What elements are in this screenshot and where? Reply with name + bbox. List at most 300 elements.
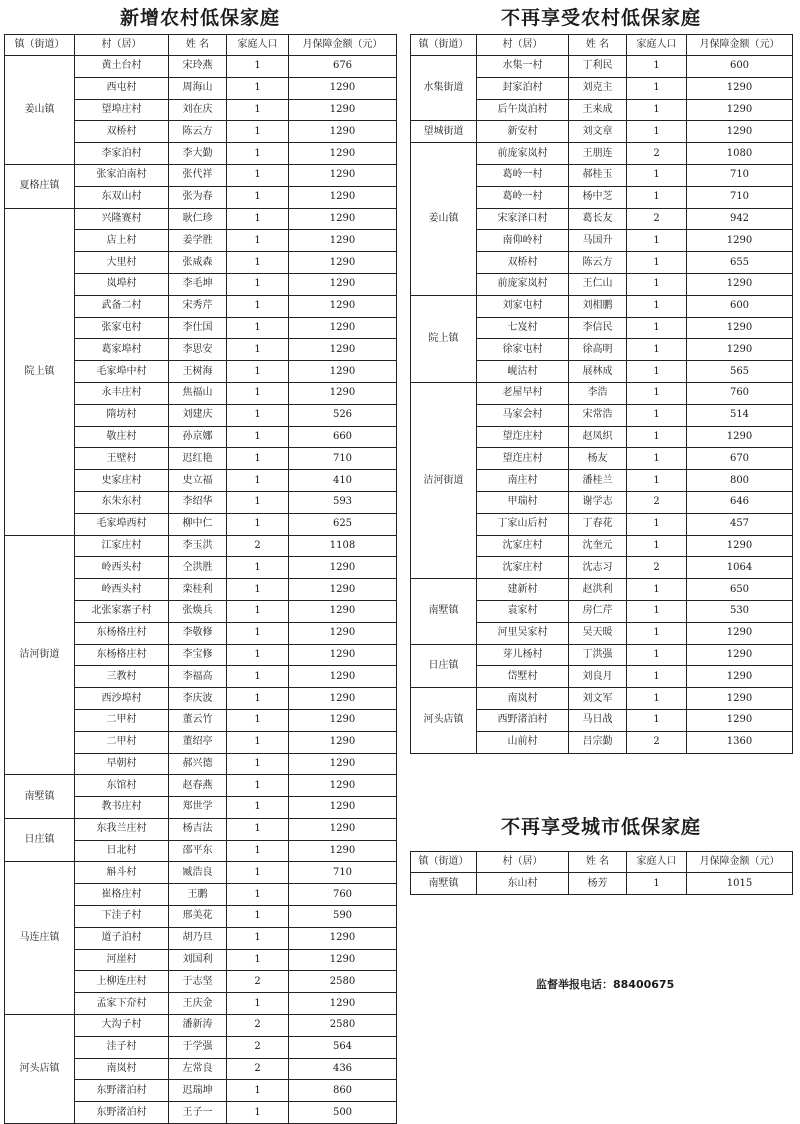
header-row <box>411 852 793 873</box>
name-cell: 刘相鹏 <box>569 295 627 317</box>
header-row <box>5 35 397 56</box>
household-cell: 2 <box>627 557 687 579</box>
amount-cell: 526 <box>289 404 397 426</box>
household-cell: 1 <box>627 230 687 252</box>
village-cell: 大沟子村 <box>75 1015 169 1037</box>
household-cell: 1 <box>227 230 289 252</box>
table-row <box>5 208 397 230</box>
name-cell: 刘克主 <box>569 77 627 99</box>
name-cell: 孙京娜 <box>169 426 227 448</box>
amount-cell: 1290 <box>289 273 397 295</box>
village-cell: 岱墅村 <box>477 666 569 688</box>
village-cell: 早朝村 <box>75 753 169 775</box>
village-cell: 敬庄村 <box>75 426 169 448</box>
household-cell: 1 <box>227 317 289 339</box>
household-cell: 1 <box>627 252 687 274</box>
amount-cell: 590 <box>289 906 397 928</box>
header-town: 镇（街道） <box>411 852 477 873</box>
household-cell: 1 <box>227 164 289 186</box>
village-cell: 岚埠村 <box>75 273 169 295</box>
village-cell: 芽儿杨村 <box>477 644 569 666</box>
town-cell: 洁河街道 <box>411 382 477 578</box>
header-town: 镇（街道） <box>411 35 477 56</box>
name-cell: 李玉洪 <box>169 535 227 557</box>
stop-rural-table <box>410 34 793 754</box>
name-cell: 杨友 <box>569 448 627 470</box>
name-cell: 陈云方 <box>569 252 627 274</box>
name-cell: 李庆波 <box>169 688 227 710</box>
name-cell: 刘良月 <box>569 666 627 688</box>
amount-cell: 1290 <box>687 622 793 644</box>
village-cell: 东野渚泊村 <box>75 1080 169 1102</box>
town-cell: 望城街道 <box>411 121 477 143</box>
amount-cell: 1290 <box>289 143 397 165</box>
amount-cell: 710 <box>687 164 793 186</box>
village-cell: 望迮庄村 <box>477 426 569 448</box>
town-cell: 马连庄镇 <box>5 862 75 1015</box>
name-cell: 董云竹 <box>169 709 227 731</box>
village-cell: 李家泊村 <box>75 143 169 165</box>
amount-cell: 600 <box>687 56 793 78</box>
household-cell: 1 <box>627 404 687 426</box>
village-cell: 岘沽村 <box>477 361 569 383</box>
household-cell: 1 <box>627 121 687 143</box>
amount-cell: 1290 <box>289 164 397 186</box>
name-cell: 左常良 <box>169 1058 227 1080</box>
village-cell: 东我兰庄村 <box>75 818 169 840</box>
table-row <box>5 1015 397 1037</box>
header-village: 村（居） <box>477 35 569 56</box>
household-cell: 1 <box>627 470 687 492</box>
household-cell: 1 <box>227 382 289 404</box>
name-cell: 郝兴德 <box>169 753 227 775</box>
village-cell: 西屯村 <box>75 77 169 99</box>
table-row <box>411 688 793 710</box>
name-cell: 丁洪强 <box>569 644 627 666</box>
name-cell: 杨吉法 <box>169 818 227 840</box>
amount-cell: 1290 <box>289 622 397 644</box>
household-cell: 1 <box>627 273 687 295</box>
village-cell: 葛家埠村 <box>75 339 169 361</box>
village-cell: 宋家泽口村 <box>477 208 569 230</box>
name-cell: 谢学志 <box>569 491 627 513</box>
household-cell: 1 <box>227 121 289 143</box>
amount-cell: 1290 <box>289 557 397 579</box>
table-row <box>411 295 793 317</box>
amount-cell: 1290 <box>289 382 397 404</box>
amount-cell: 1290 <box>289 208 397 230</box>
village-cell: 崔格庄村 <box>75 884 169 906</box>
name-cell: 杨芳 <box>569 873 627 895</box>
name-cell: 宋秀芹 <box>169 295 227 317</box>
village-cell: 大里村 <box>75 252 169 274</box>
village-cell: 南岚村 <box>75 1058 169 1080</box>
header-village: 村（居） <box>75 35 169 56</box>
household-cell: 1 <box>627 382 687 404</box>
household-cell: 1 <box>227 688 289 710</box>
name-cell: 于学强 <box>169 1036 227 1058</box>
household-cell: 1 <box>227 775 289 797</box>
amount-cell: 565 <box>687 361 793 383</box>
household-cell: 1 <box>627 56 687 78</box>
household-cell: 1 <box>627 339 687 361</box>
name-cell: 王来成 <box>569 99 627 121</box>
name-cell: 吴天暖 <box>569 622 627 644</box>
household-cell: 1 <box>627 295 687 317</box>
village-cell: 岭西头村 <box>75 579 169 601</box>
household-cell: 1 <box>627 448 687 470</box>
village-cell: 王壁村 <box>75 448 169 470</box>
village-cell: 双桥村 <box>477 252 569 274</box>
village-cell: 三教村 <box>75 666 169 688</box>
amount-cell: 1290 <box>687 688 793 710</box>
village-cell: 西沙埠村 <box>75 688 169 710</box>
town-cell: 姜山镇 <box>411 143 477 296</box>
amount-cell: 1290 <box>687 121 793 143</box>
village-cell: 兴隆赛村 <box>75 208 169 230</box>
household-cell: 1 <box>627 186 687 208</box>
village-cell: 黄土台村 <box>75 56 169 78</box>
household-cell: 2 <box>627 491 687 513</box>
name-cell: 赵春燕 <box>169 775 227 797</box>
amount-cell: 1290 <box>289 688 397 710</box>
household-cell: 1 <box>227 731 289 753</box>
village-cell: 马家会村 <box>477 404 569 426</box>
household-cell: 2 <box>627 208 687 230</box>
header-name: 姓 名 <box>569 35 627 56</box>
name-cell: 李宝修 <box>169 644 227 666</box>
amount-cell: 1290 <box>289 579 397 601</box>
name-cell: 栾桂利 <box>169 579 227 601</box>
name-cell: 仝洪胜 <box>169 557 227 579</box>
household-cell: 1 <box>627 873 687 895</box>
household-cell: 1 <box>227 448 289 470</box>
name-cell: 李信民 <box>569 317 627 339</box>
header-household: 家庭人口 <box>627 852 687 873</box>
village-cell: 东馆村 <box>75 775 169 797</box>
household-cell: 1 <box>227 818 289 840</box>
household-cell: 1 <box>627 99 687 121</box>
amount-cell: 800 <box>687 470 793 492</box>
amount-cell: 1290 <box>289 600 397 622</box>
village-cell: 隋坊村 <box>75 404 169 426</box>
name-cell: 李浩 <box>569 382 627 404</box>
village-cell: 东杨格庄村 <box>75 622 169 644</box>
name-cell: 展林成 <box>569 361 627 383</box>
amount-cell: 1290 <box>687 77 793 99</box>
amount-cell: 1290 <box>289 77 397 99</box>
village-cell: 武备二村 <box>75 295 169 317</box>
household-cell: 1 <box>627 666 687 688</box>
header-amount: 月保障金额（元） <box>289 35 397 56</box>
name-cell: 王鹏 <box>169 884 227 906</box>
amount-cell: 1290 <box>687 426 793 448</box>
amount-cell: 457 <box>687 513 793 535</box>
village-cell: 道子泊村 <box>75 927 169 949</box>
name-cell: 宋玲燕 <box>169 56 227 78</box>
amount-cell: 1290 <box>289 252 397 274</box>
village-cell: 西野渚泊村 <box>477 709 569 731</box>
amount-cell: 1290 <box>289 230 397 252</box>
village-cell: 下洼子村 <box>75 906 169 928</box>
village-cell: 东野渚泊村 <box>75 1102 169 1124</box>
village-cell: 老屋早村 <box>477 382 569 404</box>
name-cell: 刘文章 <box>569 121 627 143</box>
household-cell: 1 <box>227 208 289 230</box>
name-cell: 丁春花 <box>569 513 627 535</box>
amount-cell: 410 <box>289 470 397 492</box>
amount-cell: 1290 <box>687 317 793 339</box>
village-cell: 丁家山后村 <box>477 513 569 535</box>
name-cell: 王树海 <box>169 361 227 383</box>
name-cell: 郝桂玉 <box>569 164 627 186</box>
table-row <box>5 164 397 186</box>
name-cell: 刘在庆 <box>169 99 227 121</box>
table-row <box>5 862 397 884</box>
amount-cell: 942 <box>687 208 793 230</box>
amount-cell: 1290 <box>687 339 793 361</box>
amount-cell: 710 <box>289 448 397 470</box>
village-cell: 张家泊南村 <box>75 164 169 186</box>
name-cell: 沈志习 <box>569 557 627 579</box>
household-cell: 1 <box>227 906 289 928</box>
town-cell: 南墅镇 <box>411 873 477 895</box>
amount-cell: 514 <box>687 404 793 426</box>
household-cell: 2 <box>227 1058 289 1080</box>
amount-cell: 860 <box>289 1080 397 1102</box>
household-cell: 1 <box>227 797 289 819</box>
village-cell: 永丰庄村 <box>75 382 169 404</box>
amount-cell: 1290 <box>687 644 793 666</box>
village-cell: 斛斗村 <box>75 862 169 884</box>
household-cell: 1 <box>227 143 289 165</box>
village-cell: 东双山村 <box>75 186 169 208</box>
amount-cell: 1290 <box>289 121 397 143</box>
amount-cell: 646 <box>687 491 793 513</box>
name-cell: 赵凤织 <box>569 426 627 448</box>
name-cell: 张焕兵 <box>169 600 227 622</box>
amount-cell: 710 <box>289 862 397 884</box>
name-cell: 刘文军 <box>569 688 627 710</box>
town-cell: 院上镇 <box>5 208 75 535</box>
village-cell: 南岚村 <box>477 688 569 710</box>
name-cell: 刘建庆 <box>169 404 227 426</box>
name-cell: 李大勤 <box>169 143 227 165</box>
name-cell: 胡乃旦 <box>169 927 227 949</box>
amount-cell: 593 <box>289 491 397 513</box>
household-cell: 1 <box>227 404 289 426</box>
household-cell: 1 <box>627 317 687 339</box>
household-cell: 1 <box>227 252 289 274</box>
household-cell: 1 <box>627 513 687 535</box>
village-cell: 刘家屯村 <box>477 295 569 317</box>
amount-cell: 1290 <box>687 535 793 557</box>
amount-cell: 760 <box>687 382 793 404</box>
header-village: 村（居） <box>477 852 569 873</box>
household-cell: 1 <box>227 339 289 361</box>
name-cell: 潘桂兰 <box>569 470 627 492</box>
name-cell: 焦福山 <box>169 382 227 404</box>
household-cell: 1 <box>227 491 289 513</box>
household-cell: 2 <box>627 143 687 165</box>
household-cell: 1 <box>627 164 687 186</box>
name-cell: 李敬修 <box>169 622 227 644</box>
table-row <box>411 873 793 895</box>
amount-cell: 1108 <box>289 535 397 557</box>
household-cell: 1 <box>627 600 687 622</box>
amount-cell: 1290 <box>289 993 397 1015</box>
new-rural-title: 新增农村低保家庭 <box>119 7 280 29</box>
household-cell: 1 <box>627 535 687 557</box>
table-row <box>5 535 397 557</box>
amount-cell: 670 <box>687 448 793 470</box>
household-cell: 1 <box>227 470 289 492</box>
village-cell: 东山村 <box>477 873 569 895</box>
village-cell: 沈家庄村 <box>477 535 569 557</box>
amount-cell: 1290 <box>289 840 397 862</box>
name-cell: 于志坚 <box>169 971 227 993</box>
header-amount: 月保障金额（元） <box>687 35 793 56</box>
household-cell: 1 <box>227 426 289 448</box>
household-cell: 1 <box>227 513 289 535</box>
household-cell: 1 <box>227 949 289 971</box>
name-cell: 王朋连 <box>569 143 627 165</box>
village-cell: 沈家庄村 <box>477 557 569 579</box>
household-cell: 1 <box>227 1080 289 1102</box>
amount-cell: 2580 <box>289 1015 397 1037</box>
town-cell: 水集街道 <box>411 56 477 121</box>
name-cell: 李绍华 <box>169 491 227 513</box>
village-cell: 日北村 <box>75 840 169 862</box>
name-cell: 丁利民 <box>569 56 627 78</box>
amount-cell: 564 <box>289 1036 397 1058</box>
village-cell: 河里吴家村 <box>477 622 569 644</box>
amount-cell: 1290 <box>289 818 397 840</box>
name-cell: 耿仁珍 <box>169 208 227 230</box>
table-row <box>411 121 793 143</box>
amount-cell: 1290 <box>289 317 397 339</box>
village-cell: 后午岚泊村 <box>477 99 569 121</box>
household-cell: 1 <box>227 993 289 1015</box>
new-rural-table <box>4 34 397 1124</box>
amount-cell: 676 <box>289 56 397 78</box>
report-hotline: 监督举报电话：88400675 <box>536 978 675 991</box>
village-cell: 河崖村 <box>75 949 169 971</box>
household-cell: 1 <box>227 862 289 884</box>
amount-cell: 500 <box>289 1102 397 1124</box>
amount-cell: 1290 <box>289 644 397 666</box>
village-cell: 望迮庄村 <box>477 448 569 470</box>
household-cell: 1 <box>227 840 289 862</box>
household-cell: 1 <box>627 622 687 644</box>
village-cell: 徐家屯村 <box>477 339 569 361</box>
household-cell: 1 <box>227 56 289 78</box>
name-cell: 李仕国 <box>169 317 227 339</box>
town-cell: 南墅镇 <box>5 775 75 819</box>
village-cell: 南仰岭村 <box>477 230 569 252</box>
amount-cell: 1290 <box>289 775 397 797</box>
village-cell: 封家泊村 <box>477 77 569 99</box>
amount-cell: 625 <box>289 513 397 535</box>
village-cell: 甲瑞村 <box>477 491 569 513</box>
amount-cell: 1290 <box>687 273 793 295</box>
name-cell: 杨中芝 <box>569 186 627 208</box>
name-cell: 潘新涛 <box>169 1015 227 1037</box>
table-row <box>5 775 397 797</box>
village-cell: 上柳连庄村 <box>75 971 169 993</box>
amount-cell: 1290 <box>687 709 793 731</box>
household-cell: 2 <box>227 971 289 993</box>
household-cell: 2 <box>227 535 289 557</box>
amount-cell: 1290 <box>289 99 397 121</box>
name-cell: 吕宗勤 <box>569 731 627 753</box>
village-cell: 东朱东村 <box>75 491 169 513</box>
household-cell: 1 <box>227 644 289 666</box>
amount-cell: 1290 <box>289 709 397 731</box>
village-cell: 新安村 <box>477 121 569 143</box>
town-cell: 日庄镇 <box>411 644 477 688</box>
town-cell: 日庄镇 <box>5 818 75 862</box>
village-cell: 史家庄村 <box>75 470 169 492</box>
household-cell: 1 <box>227 186 289 208</box>
name-cell: 张咸森 <box>169 252 227 274</box>
name-cell: 葛长友 <box>569 208 627 230</box>
amount-cell: 1064 <box>687 557 793 579</box>
town-cell: 洁河街道 <box>5 535 75 775</box>
household-cell: 2 <box>627 731 687 753</box>
village-cell: 葛岭一村 <box>477 164 569 186</box>
amount-cell: 1290 <box>289 186 397 208</box>
amount-cell: 1015 <box>687 873 793 895</box>
header-amount: 月保障金额（元） <box>687 852 793 873</box>
household-cell: 1 <box>227 273 289 295</box>
town-cell: 夏格庄镇 <box>5 164 75 208</box>
household-cell: 1 <box>627 361 687 383</box>
amount-cell: 650 <box>687 579 793 601</box>
household-cell: 1 <box>227 1102 289 1124</box>
name-cell: 李福高 <box>169 666 227 688</box>
village-cell: 二甲村 <box>75 731 169 753</box>
amount-cell: 1290 <box>289 731 397 753</box>
name-cell: 周海山 <box>169 77 227 99</box>
household-cell: 1 <box>227 753 289 775</box>
header-town: 镇（街道） <box>5 35 75 56</box>
village-cell: 张家屯村 <box>75 317 169 339</box>
village-cell: 孟家下夼村 <box>75 993 169 1015</box>
village-cell: 七岌村 <box>477 317 569 339</box>
household-cell: 1 <box>227 99 289 121</box>
amount-cell: 1290 <box>289 339 397 361</box>
amount-cell: 436 <box>289 1058 397 1080</box>
amount-cell: 1290 <box>289 753 397 775</box>
amount-cell: 1290 <box>687 230 793 252</box>
household-cell: 1 <box>227 666 289 688</box>
amount-cell: 1290 <box>289 295 397 317</box>
name-cell: 马日战 <box>569 709 627 731</box>
table-row <box>411 579 793 601</box>
household-cell: 1 <box>227 77 289 99</box>
amount-cell: 655 <box>687 252 793 274</box>
village-cell: 南庄村 <box>477 470 569 492</box>
household-cell: 1 <box>627 709 687 731</box>
name-cell: 迟红艳 <box>169 448 227 470</box>
stop-rural-title: 不再享受农村低保家庭 <box>500 7 701 29</box>
town-cell: 南墅镇 <box>411 579 477 644</box>
name-cell: 迟瑞坤 <box>169 1080 227 1102</box>
name-cell: 柳中仁 <box>169 513 227 535</box>
name-cell: 姜学胜 <box>169 230 227 252</box>
village-cell: 前庞家岚村 <box>477 143 569 165</box>
